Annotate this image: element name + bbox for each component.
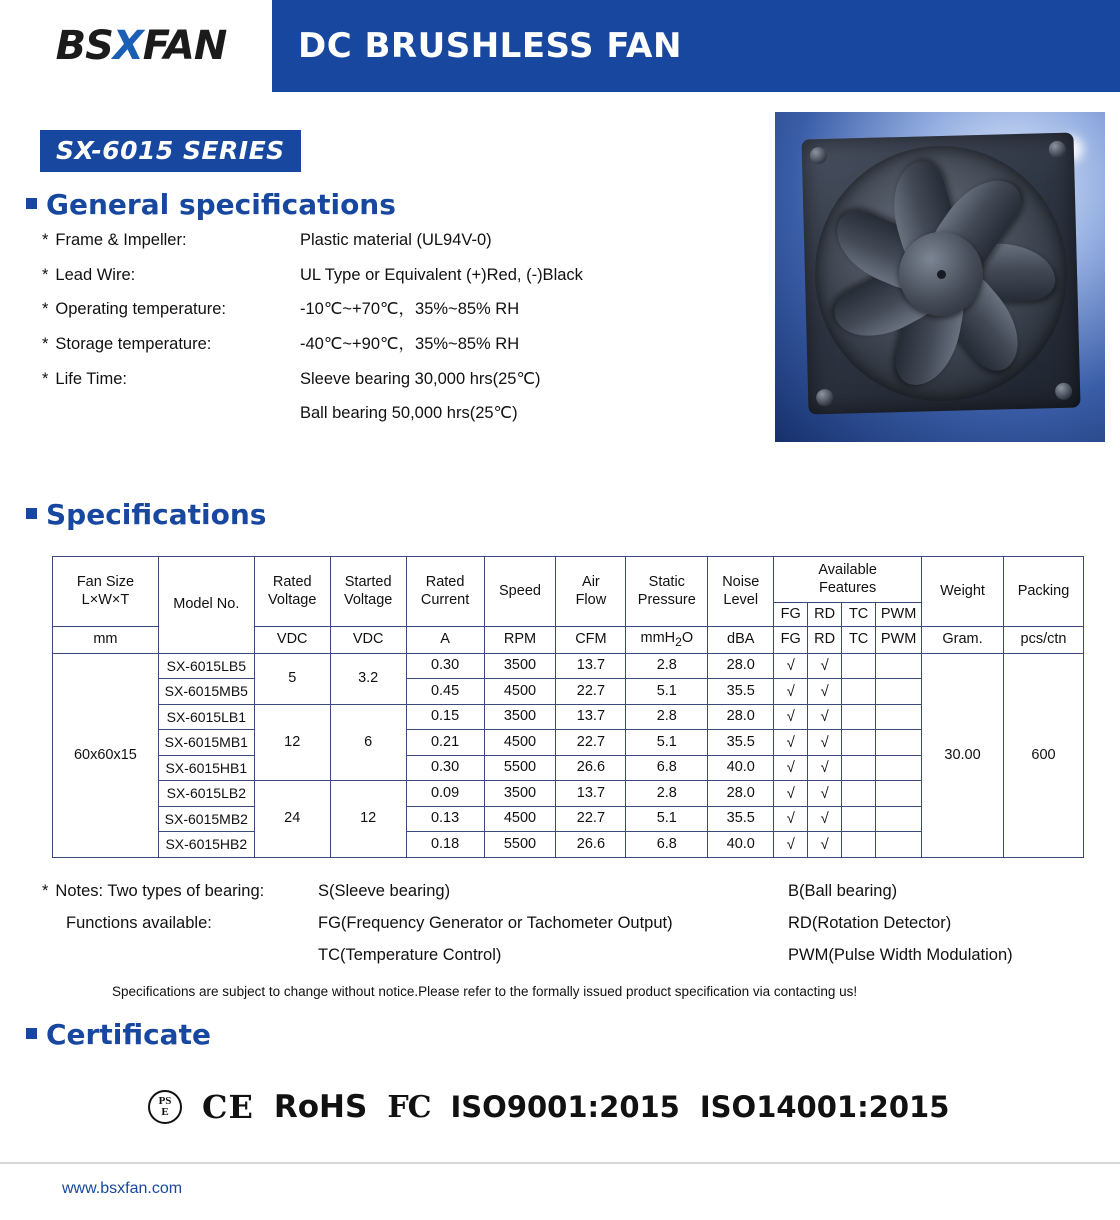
cell-tc: [842, 806, 876, 832]
cell-fg: √: [774, 679, 808, 705]
brand-logo-suffix: FAN: [142, 23, 227, 69]
th-pwm: PWM: [876, 603, 922, 627]
cell-pwm: [876, 806, 922, 832]
cell-airflow: 26.6: [556, 755, 626, 781]
cell-pwm: [876, 704, 922, 730]
cell-rd: √: [808, 730, 842, 756]
th-fan-size-l1: Fan Size: [76, 574, 135, 591]
brand-logo-text: [56, 23, 227, 69]
cell-speed: 3500: [484, 704, 556, 730]
cell-rated-current: 0.09: [406, 781, 484, 807]
asterisk-icon: *: [42, 369, 49, 388]
asterisk-icon: *: [42, 265, 49, 284]
cell-static-pressure: 6.8: [626, 832, 708, 858]
note-sleeve-bearing: S(Sleeve bearing): [318, 882, 451, 900]
cell-airflow: 22.7: [556, 806, 626, 832]
cell-airflow: 13.7: [556, 704, 626, 730]
general-spec-row: [42, 369, 742, 424]
cell-noise: 28.0: [708, 653, 774, 679]
th-airflow-l1: Air: [582, 574, 600, 591]
cell-static-pressure: 5.1: [626, 806, 708, 832]
th-static-pressure: [626, 557, 708, 627]
note-label-functions: Functions available:: [66, 914, 212, 932]
general-spec-row: [42, 299, 742, 320]
cell-model: SX-6015LB5: [158, 653, 254, 679]
note-pwm: PWM(Pulse Width Modulation): [788, 946, 1013, 964]
asterisk-icon: *: [42, 300, 49, 319]
notes-block: [42, 882, 1082, 978]
cell-speed: 5500: [484, 755, 556, 781]
cell-static-pressure: 5.1: [626, 730, 708, 756]
cell-weight: 30.00: [922, 653, 1004, 857]
table-row: [53, 653, 1084, 679]
cell-airflow: 22.7: [556, 730, 626, 756]
specifications-table-wrapper: [52, 556, 1084, 858]
page-header: [0, 0, 1120, 92]
cell-fg: √: [774, 806, 808, 832]
specifications-heading: [26, 498, 266, 531]
th-fan-size-l2: L×W×T: [81, 591, 130, 608]
unit-size: mm: [53, 627, 159, 653]
unit-static-tail: O: [681, 630, 694, 647]
cell-rd: √: [808, 781, 842, 807]
bullet-square-icon: [26, 508, 37, 519]
th-noise-level: [708, 557, 774, 627]
cell-started-voltage: 6: [330, 704, 406, 781]
specifications-heading-text: Specifications: [46, 498, 267, 531]
cell-rated-current: 0.21: [406, 730, 484, 756]
cell-pwm: [876, 832, 922, 858]
bullet-square-icon: [26, 198, 37, 209]
th-noise-l2: Level: [723, 591, 759, 608]
cell-fg: √: [774, 832, 808, 858]
general-spec-label-operating-temp: [42, 299, 300, 320]
screw-icon: [1049, 141, 1066, 158]
unit-started-voltage: VDC: [330, 627, 406, 653]
general-spec-label-lead-wire: [42, 265, 300, 286]
note-row: [42, 882, 1082, 901]
cell-pwm: [876, 755, 922, 781]
th-static-l2: Pressure: [637, 591, 696, 608]
cell-static-pressure: 5.1: [626, 679, 708, 705]
page-title: DC BRUSHLESS FAN: [298, 26, 682, 66]
cell-static-pressure: 6.8: [626, 755, 708, 781]
cell-fg: √: [774, 653, 808, 679]
cell-fg: √: [774, 781, 808, 807]
cell-noise: 40.0: [708, 755, 774, 781]
cell-speed: 4500: [484, 730, 556, 756]
general-spec-row: [42, 265, 742, 286]
fcc-mark-icon: FC: [387, 1089, 431, 1125]
th-fan-size: [53, 557, 159, 627]
th-rated-voltage-l2: Voltage: [268, 591, 317, 608]
cell-tc: [842, 730, 876, 756]
cell-tc: [842, 679, 876, 705]
th-tc: TC: [842, 603, 876, 627]
iso14001-mark: ISO14001:2015: [699, 1090, 950, 1124]
cell-noise: 28.0: [708, 704, 774, 730]
note-label-bearing: [42, 882, 318, 901]
pse-mark-icon: [148, 1090, 182, 1124]
th-rated-voltage: [254, 557, 330, 627]
cell-rd: √: [808, 679, 842, 705]
cell-noise: 35.5: [708, 806, 774, 832]
cell-rated-voltage: 24: [254, 781, 330, 858]
pse-top-text: PS: [158, 1095, 172, 1107]
cell-fg: √: [774, 755, 808, 781]
cell-rated-current: 0.15: [406, 704, 484, 730]
cell-rated-current: 0.30: [406, 755, 484, 781]
cell-rd: √: [808, 806, 842, 832]
fan-frame: [801, 132, 1080, 414]
asterisk-icon: *: [42, 231, 49, 249]
unit-fg: FG: [774, 627, 808, 653]
cell-pwm: [876, 679, 922, 705]
cell-airflow: 13.7: [556, 781, 626, 807]
unit-static-main: mmH: [640, 630, 676, 647]
th-noise-l1: Noise: [722, 574, 760, 591]
cell-model: SX-6015LB1: [158, 704, 254, 730]
th-rd: RD: [808, 603, 842, 627]
certificate-logos: [148, 1088, 949, 1126]
iso9001-mark: ISO9001:2015: [450, 1090, 680, 1124]
unit-airflow: CFM: [556, 627, 626, 653]
cell-speed: 3500: [484, 653, 556, 679]
cell-rated-voltage: 12: [254, 704, 330, 781]
cell-model: SX-6015MB2: [158, 806, 254, 832]
cell-noise: 40.0: [708, 832, 774, 858]
th-weight: Weight: [922, 557, 1004, 627]
general-spec-value-frame: Plastic material (UL94V-0): [300, 231, 492, 249]
general-spec-row: [42, 230, 742, 251]
cell-rd: √: [808, 704, 842, 730]
life-time-ball: Ball bearing 50,000 hrs(25℃): [300, 404, 518, 423]
cell-noise: 35.5: [708, 679, 774, 705]
cell-noise: 28.0: [708, 781, 774, 807]
note-row: [42, 946, 1082, 965]
cell-packing: 600: [1003, 653, 1083, 857]
specifications-table: [52, 556, 1084, 858]
cell-fan-size: 60x60x15: [53, 653, 159, 857]
cell-speed: 3500: [484, 781, 556, 807]
table-header-row: [53, 557, 1084, 603]
cell-model: SX-6015LB2: [158, 781, 254, 807]
cell-static-pressure: 2.8: [626, 653, 708, 679]
general-specifications-heading-text: General specifications: [46, 188, 396, 221]
th-features-l1: Available: [818, 562, 877, 579]
th-rated-voltage-l1: Rated: [272, 574, 312, 591]
th-started-voltage: [330, 557, 406, 627]
cell-rd: √: [808, 755, 842, 781]
th-available-features: [774, 557, 922, 603]
cell-speed: 4500: [484, 679, 556, 705]
th-speed: Speed: [484, 557, 556, 627]
cell-airflow: 13.7: [556, 653, 626, 679]
unit-static-sub: 2: [675, 635, 682, 650]
unit-packing: pcs/ctn: [1003, 627, 1083, 653]
ce-mark-icon: CE: [202, 1088, 254, 1126]
general-spec-value-life-time: [300, 369, 742, 424]
brand-logo: [0, 0, 272, 92]
general-spec-label-text: Storage temperature:: [55, 334, 212, 353]
cell-speed: 4500: [484, 806, 556, 832]
header-title-band: [272, 0, 1120, 92]
bullet-square-icon: [26, 1028, 37, 1039]
cell-rated-current: 0.30: [406, 653, 484, 679]
note-tc: TC(Temperature Control): [318, 946, 502, 964]
brand-logo-prefix: BS: [55, 23, 113, 69]
cell-speed: 5500: [484, 832, 556, 858]
asterisk-icon: *: [42, 882, 49, 900]
cell-airflow: 26.6: [556, 832, 626, 858]
note-label-text: Notes: Two types of bearing:: [55, 882, 265, 900]
cell-tc: [842, 832, 876, 858]
cell-static-pressure: 2.8: [626, 781, 708, 807]
cell-rated-current: 0.18: [406, 832, 484, 858]
general-spec-label-text: Frame & Impeller:: [55, 231, 187, 249]
screw-icon: [1055, 383, 1072, 400]
unit-rated-voltage: VDC: [254, 627, 330, 653]
general-spec-label-text: Lead Wire:: [55, 265, 136, 284]
note-rd: RD(Rotation Detector): [788, 914, 952, 932]
th-airflow: [556, 557, 626, 627]
cell-rated-current: 0.45: [406, 679, 484, 705]
note-ball-bearing: B(Ball bearing): [788, 882, 898, 900]
cell-fg: √: [774, 704, 808, 730]
footer-website-link[interactable]: www.bsxfan.com: [62, 1180, 183, 1197]
th-started-voltage-l1: Started: [344, 574, 392, 591]
cell-rd: √: [808, 653, 842, 679]
footer-divider: [0, 1162, 1120, 1164]
product-photo: [775, 112, 1105, 442]
cell-started-voltage: 12: [330, 781, 406, 858]
th-fg: FG: [774, 603, 808, 627]
cell-noise: 35.5: [708, 730, 774, 756]
unit-pwm: PWM: [876, 627, 922, 653]
unit-weight: Gram.: [922, 627, 1004, 653]
pse-bottom-text: E: [161, 1106, 169, 1118]
cell-rd: √: [808, 832, 842, 858]
general-specifications-list: [42, 230, 742, 438]
cell-fg: √: [774, 730, 808, 756]
unit-tc: TC: [842, 627, 876, 653]
life-time-sleeve: Sleeve bearing 30,000 hrs(25℃): [300, 369, 541, 388]
cell-model: SX-6015MB1: [158, 730, 254, 756]
note-label-empty: [42, 946, 318, 965]
th-model-no: Model No.: [158, 557, 254, 654]
cell-static-pressure: 2.8: [626, 704, 708, 730]
unit-rd: RD: [808, 627, 842, 653]
certificate-heading-text: Certificate: [46, 1018, 211, 1051]
cell-rated-voltage: 5: [254, 653, 330, 704]
cell-airflow: 22.7: [556, 679, 626, 705]
general-spec-label-life-time: [42, 369, 300, 424]
th-packing: Packing: [1003, 557, 1083, 627]
general-spec-value-operating-temp: -10℃~+70℃，35%~85% RH: [300, 300, 520, 319]
unit-speed: RPM: [484, 627, 556, 653]
general-spec-value-storage-temp: -40℃~+90℃，35%~85% RH: [300, 334, 520, 353]
general-spec-label-text: Operating temperature:: [55, 300, 227, 319]
th-rated-current-l1: Rated: [425, 574, 465, 591]
general-specifications-heading: [26, 188, 396, 221]
cell-rated-current: 0.13: [406, 806, 484, 832]
cell-tc: [842, 653, 876, 679]
general-spec-label-frame: [42, 230, 300, 251]
general-spec-label-storage-temp: [42, 334, 300, 355]
cell-model: SX-6015MB5: [158, 679, 254, 705]
rohs-mark-icon: RoHS: [273, 1089, 368, 1125]
th-started-voltage-l2: Voltage: [343, 591, 393, 608]
unit-static-pressure: [626, 627, 708, 653]
brand-logo-x: X: [112, 23, 143, 69]
cell-pwm: [876, 730, 922, 756]
series-badge: SX-6015 SERIES: [40, 130, 301, 172]
th-airflow-l2: Flow: [575, 591, 607, 608]
note-row: [42, 914, 1082, 933]
cell-pwm: [876, 653, 922, 679]
th-rated-current-l2: Current: [420, 591, 470, 608]
th-static-l1: Static: [648, 574, 685, 591]
asterisk-icon: *: [42, 334, 49, 353]
cell-model: SX-6015HB1: [158, 755, 254, 781]
general-spec-label-text: Life Time:: [55, 369, 127, 388]
cell-pwm: [876, 781, 922, 807]
screw-icon: [810, 147, 827, 164]
general-spec-row: [42, 334, 742, 355]
general-spec-value-lead-wire: UL Type or Equivalent (+)Red, (-)Black: [300, 265, 583, 284]
cell-tc: [842, 704, 876, 730]
screw-icon: [816, 389, 833, 406]
th-rated-current: [406, 557, 484, 627]
disclaimer-text: Specifications are subject to change without notice.Please refer to the formally issued product specification via contacting us!: [112, 984, 858, 999]
certificate-heading: [26, 1018, 211, 1051]
note-fg: FG(Frequency Generator or Tachometer Output): [318, 914, 673, 932]
unit-noise: dBA: [708, 627, 774, 653]
cell-tc: [842, 755, 876, 781]
cell-started-voltage: 3.2: [330, 653, 406, 704]
cell-model: SX-6015HB2: [158, 832, 254, 858]
cell-tc: [842, 781, 876, 807]
unit-rated-current: A: [406, 627, 484, 653]
th-features-l2: Features: [819, 579, 877, 596]
